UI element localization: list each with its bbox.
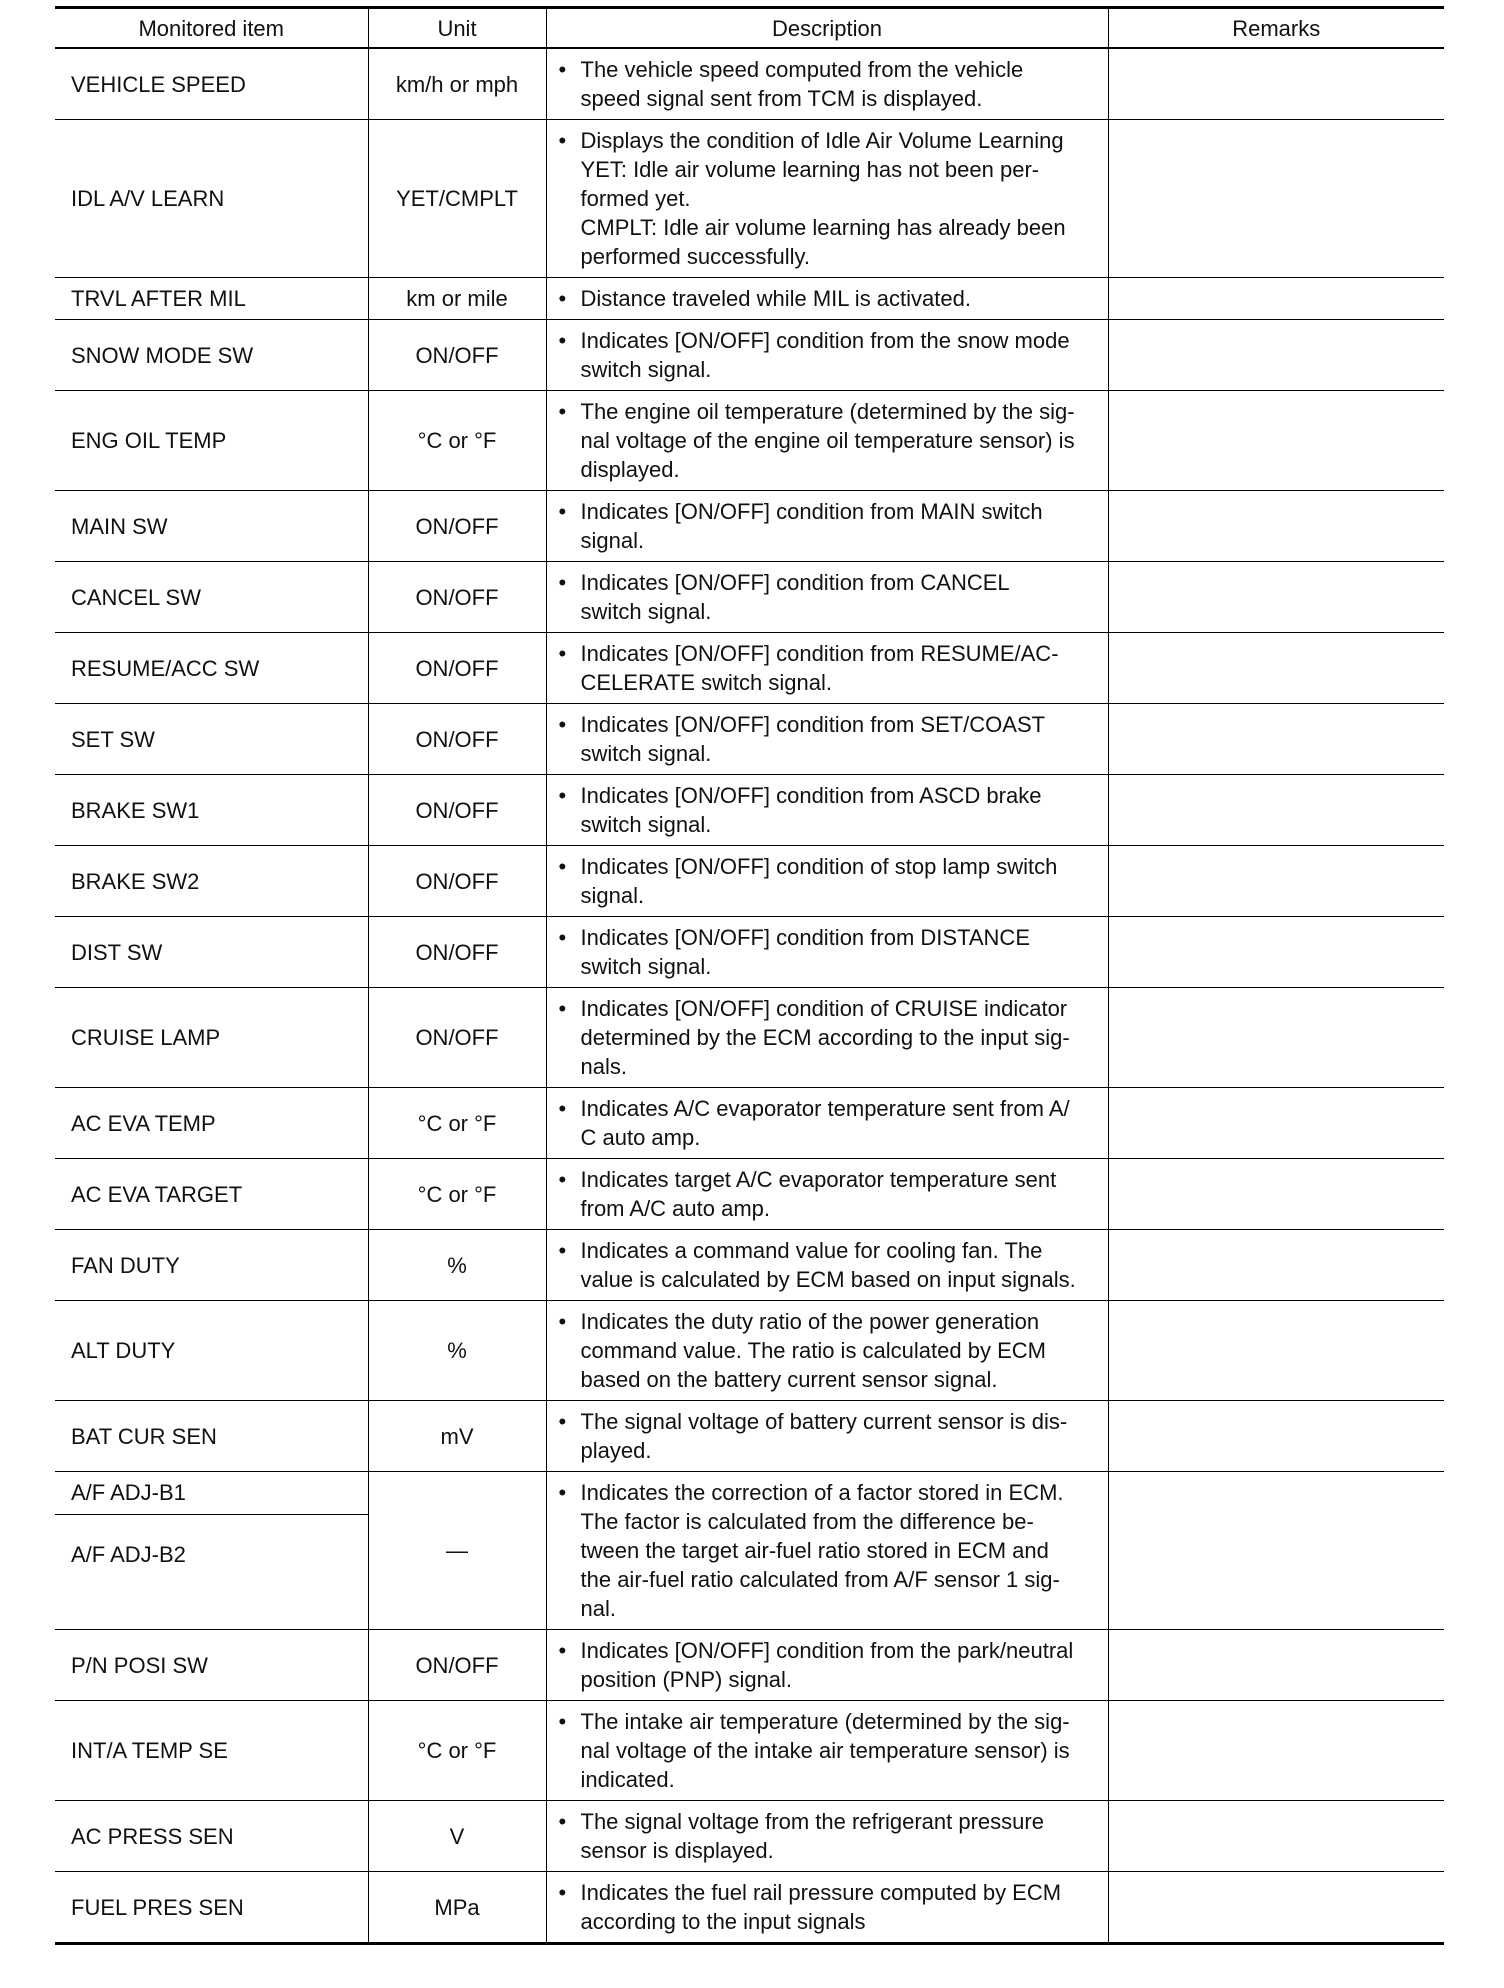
description-text: The vehicle speed computed from the vehicle speed signal sent from TCM is displayed. xyxy=(580,57,1024,111)
cell-remarks xyxy=(1108,1230,1444,1301)
table-row xyxy=(55,1801,1444,1872)
cell-remarks xyxy=(1108,491,1444,562)
table-row xyxy=(55,704,1444,775)
description-text: Indicates [ON/OFF] condition from the snow mode switch signal. xyxy=(580,328,1070,382)
description-text: Indicates A/C evaporator temperature sent from A/ C auto amp. xyxy=(580,1096,1070,1150)
description-bullet-item xyxy=(559,1478,1102,1623)
monitor-items-document xyxy=(55,6,1444,1945)
table-row xyxy=(55,1630,1444,1701)
bullet-icon: • xyxy=(558,1480,567,1505)
cell-monitored-item: FAN DUTY xyxy=(71,1252,180,1278)
description-bullet-item xyxy=(559,568,1102,626)
bullet-icon: • xyxy=(558,1709,567,1734)
bullet-icon: • xyxy=(558,1809,567,1834)
description-bullet-item xyxy=(559,1807,1102,1865)
bullet-icon: • xyxy=(558,1880,567,1905)
table-row xyxy=(55,278,1444,320)
cell-unit: mV xyxy=(368,1401,546,1472)
description-bullet-item xyxy=(559,55,1102,113)
cell-monitored-item: AC PRESS SEN xyxy=(71,1823,234,1849)
cell-description xyxy=(546,775,1108,846)
bullet-icon: • xyxy=(558,328,567,353)
monitor-items-table xyxy=(55,6,1444,1945)
description-text: Displays the condition of Idle Air Volume Learning YET: Idle air volume learning has not been per- formed yet. CMPLT: Idle air volume learning has already been performed successfully. xyxy=(580,128,1066,269)
description-text: Indicates target A/C evaporator temperature sent from A/C auto amp. xyxy=(580,1167,1057,1221)
cell-unit: °C or °F xyxy=(368,1701,546,1801)
table-row xyxy=(55,320,1444,391)
description-text: Indicates [ON/OFF] condition from the park/neutral position (PNP) signal. xyxy=(580,1638,1074,1692)
cell-unit: °C or °F xyxy=(368,391,546,491)
description-bullet-item xyxy=(559,326,1102,384)
cell-unit: — xyxy=(368,1472,546,1630)
description-text: Indicates the duty ratio of the power generation command value. The ratio is calculated by ECM based on the battery current sensor signal. xyxy=(580,1309,1046,1392)
bullet-icon: • xyxy=(558,783,567,808)
description-text: The intake air temperature (determined by the sig- nal voltage of the intake air temperature sensor) is indicated. xyxy=(580,1709,1070,1792)
bullet-icon: • xyxy=(558,925,567,950)
cell-remarks xyxy=(1108,1630,1444,1701)
cell-monitored-item: MAIN SW xyxy=(71,513,168,539)
cell-description xyxy=(546,1401,1108,1472)
cell-monitored-item xyxy=(55,1472,368,1630)
description-bullet-item xyxy=(559,994,1102,1081)
cell-monitored-item: SNOW MODE SW xyxy=(71,342,254,368)
cell-description xyxy=(546,917,1108,988)
cell-unit: km or mile xyxy=(368,278,546,320)
description-bullet-item xyxy=(559,710,1102,768)
cell-remarks xyxy=(1108,1472,1444,1630)
bullet-icon: • xyxy=(558,1638,567,1663)
description-text: Indicates [ON/OFF] condition from RESUME/AC- CELERATE switch signal. xyxy=(580,641,1059,695)
cell-monitored-item: P/N POSI SW xyxy=(71,1652,208,1678)
cell-unit: °C or °F xyxy=(368,1088,546,1159)
cell-description xyxy=(546,1301,1108,1401)
cell-monitored-item: VEHICLE SPEED xyxy=(71,71,246,97)
cell-description xyxy=(546,988,1108,1088)
cell-remarks xyxy=(1108,988,1444,1088)
description-bullet-item xyxy=(559,852,1102,910)
cell-description xyxy=(546,1230,1108,1301)
description-bullet-item xyxy=(559,1636,1102,1694)
cell-description xyxy=(546,1088,1108,1159)
table-row xyxy=(55,1472,1444,1630)
description-bullet-item xyxy=(559,639,1102,697)
table-header-row xyxy=(55,8,1444,49)
table-row xyxy=(55,1401,1444,1472)
cell-unit: ON/OFF xyxy=(368,988,546,1088)
cell-remarks xyxy=(1108,391,1444,491)
cell-remarks xyxy=(1108,1088,1444,1159)
description-text: Indicates [ON/OFF] condition from CANCEL switch signal. xyxy=(580,570,1010,624)
cell-unit: ON/OFF xyxy=(368,775,546,846)
description-bullet-item xyxy=(559,781,1102,839)
cell-remarks xyxy=(1108,846,1444,917)
description-bullet-item xyxy=(559,497,1102,555)
description-bullet-item xyxy=(559,126,1102,271)
table-row xyxy=(55,917,1444,988)
bullet-icon: • xyxy=(558,1309,567,1334)
cell-unit: ON/OFF xyxy=(368,320,546,391)
bullet-icon: • xyxy=(558,1096,567,1121)
bullet-icon: • xyxy=(558,570,567,595)
cell-monitored-item: CRUISE LAMP xyxy=(71,1025,221,1050)
cell-monitored-item: SET SW xyxy=(71,726,155,752)
cell-remarks xyxy=(1108,1301,1444,1401)
cell-monitored-item: CANCEL SW xyxy=(71,584,201,610)
cell-monitored-item: IDL A/V LEARN xyxy=(71,186,225,211)
bullet-icon: • xyxy=(558,712,567,737)
table-row xyxy=(55,1872,1444,1944)
description-text: Indicates [ON/OFF] condition of stop lamp switch signal. xyxy=(580,854,1058,908)
cell-remarks xyxy=(1108,704,1444,775)
description-bullet-item xyxy=(559,923,1102,981)
bullet-icon: • xyxy=(558,286,567,311)
cell-remarks xyxy=(1108,633,1444,704)
table-row xyxy=(55,1701,1444,1801)
cell-remarks xyxy=(1108,48,1444,120)
cell-monitored-item: AC EVA TEMP xyxy=(71,1110,216,1136)
description-text: Indicates the fuel rail pressure computed by ECM according to the input signals xyxy=(580,1880,1062,1934)
cell-remarks xyxy=(1108,1401,1444,1472)
description-text: Indicates [ON/OFF] condition of CRUISE indicator determined by the ECM according to the input sig- nals. xyxy=(580,996,1070,1079)
cell-description xyxy=(546,1701,1108,1801)
cell-monitored-item: BRAKE SW1 xyxy=(71,797,200,823)
table-row xyxy=(55,562,1444,633)
table-row xyxy=(55,48,1444,120)
table-row xyxy=(55,491,1444,562)
cell-unit: % xyxy=(368,1301,546,1401)
cell-unit: ON/OFF xyxy=(368,917,546,988)
cell-description xyxy=(546,491,1108,562)
cell-unit: ON/OFF xyxy=(368,633,546,704)
description-text: Indicates [ON/OFF] condition from SET/COAST switch signal. xyxy=(580,712,1046,766)
cell-remarks xyxy=(1108,278,1444,320)
cell-unit: V xyxy=(368,1801,546,1872)
cell-monitored-item: FUEL PRES SEN xyxy=(71,1894,244,1920)
bullet-icon: • xyxy=(558,399,567,424)
cell-monitored-item: ENG OIL TEMP xyxy=(71,428,227,453)
cell-description xyxy=(546,846,1108,917)
bullet-icon: • xyxy=(558,1167,567,1192)
table-row xyxy=(55,1301,1444,1401)
description-bullet-item xyxy=(559,284,1102,313)
cell-monitored-item: AC EVA TARGET xyxy=(71,1181,243,1207)
table-row xyxy=(55,988,1444,1088)
description-text: Indicates [ON/OFF] condition from DISTANCE switch signal. xyxy=(580,925,1030,979)
cell-description xyxy=(546,1630,1108,1701)
cell-description xyxy=(546,633,1108,704)
cell-unit: °C or °F xyxy=(368,1159,546,1230)
bullet-icon: • xyxy=(558,57,567,82)
cell-description xyxy=(546,278,1108,320)
cell-remarks xyxy=(1108,562,1444,633)
description-bullet-item xyxy=(559,397,1102,484)
cell-description xyxy=(546,48,1108,120)
cell-monitored-item: DIST SW xyxy=(71,939,163,965)
cell-unit: ON/OFF xyxy=(368,1630,546,1701)
cell-description xyxy=(546,1159,1108,1230)
cell-unit: ON/OFF xyxy=(368,846,546,917)
table-row xyxy=(55,775,1444,846)
cell-unit: ON/OFF xyxy=(368,491,546,562)
description-bullet-item xyxy=(559,1094,1102,1152)
bullet-icon: • xyxy=(558,641,567,666)
table-body xyxy=(55,48,1444,1944)
cell-monitored-item: INT/A TEMP SE xyxy=(71,1738,228,1763)
description-bullet-item xyxy=(559,1236,1102,1294)
cell-remarks xyxy=(1108,1872,1444,1944)
description-text: The signal voltage from the refrigerant pressure sensor is displayed. xyxy=(580,1809,1044,1863)
description-bullet-item xyxy=(559,1307,1102,1394)
cell-unit: % xyxy=(368,1230,546,1301)
description-text: Distance traveled while MIL is activated. xyxy=(580,286,971,311)
description-text: Indicates the correction of a factor stored in ECM. The factor is calculated from the difference be- tween the target air-fuel ratio stored in ECM and the air-fuel ratio calculated from A/F sensor 1 sig- nal. xyxy=(580,1480,1064,1621)
table-row xyxy=(55,120,1444,278)
table-row xyxy=(55,633,1444,704)
description-text: Indicates [ON/OFF] condition from ASCD brake switch signal. xyxy=(580,783,1042,837)
description-text: The engine oil temperature (determined by the sig- nal voltage of the engine oil temperature sensor) is displayed. xyxy=(580,399,1075,482)
bullet-icon: • xyxy=(558,128,567,153)
cell-unit: km/h or mph xyxy=(368,48,546,120)
bullet-icon: • xyxy=(558,1238,567,1263)
table-row xyxy=(55,1159,1444,1230)
cell-remarks xyxy=(1108,120,1444,278)
cell-remarks xyxy=(1108,320,1444,391)
cell-unit: ON/OFF xyxy=(368,704,546,775)
cell-unit: ON/OFF xyxy=(368,562,546,633)
description-bullet-item xyxy=(559,1165,1102,1223)
table-row xyxy=(55,391,1444,491)
description-bullet-item xyxy=(559,1878,1102,1936)
cell-description xyxy=(546,1872,1108,1944)
description-text: Indicates [ON/OFF] condition from MAIN switch signal. xyxy=(580,499,1043,553)
bullet-icon: • xyxy=(558,499,567,524)
cell-description xyxy=(546,1472,1108,1630)
monitored-item-label: A/F ADJ-B2 xyxy=(71,1542,186,1567)
cell-remarks xyxy=(1108,1159,1444,1230)
cell-unit: MPa xyxy=(368,1872,546,1944)
cell-monitored-item: BRAKE SW2 xyxy=(71,868,200,894)
cell-unit: YET/CMPLT xyxy=(368,120,546,278)
table-row xyxy=(55,846,1444,917)
cell-remarks xyxy=(1108,775,1444,846)
table-row xyxy=(55,1230,1444,1301)
description-text: Indicates a command value for cooling fan. The value is calculated by ECM based on input signals. xyxy=(580,1238,1076,1292)
cell-monitored-item: TRVL AFTER MIL xyxy=(71,286,246,311)
bullet-icon: • xyxy=(558,1409,567,1434)
description-bullet-item xyxy=(559,1707,1102,1794)
description-text: The signal voltage of battery current sensor is dis- played. xyxy=(580,1409,1068,1463)
description-bullet-item xyxy=(559,1407,1102,1465)
cell-description xyxy=(546,120,1108,278)
header-unit: Unit xyxy=(368,8,546,49)
cell-remarks xyxy=(1108,1701,1444,1801)
cell-description xyxy=(546,320,1108,391)
cell-monitored-item: ALT DUTY xyxy=(71,1338,176,1363)
cell-remarks xyxy=(1108,1801,1444,1872)
header-remarks: Remarks xyxy=(1108,8,1444,49)
bullet-icon: • xyxy=(558,996,567,1021)
cell-remarks xyxy=(1108,917,1444,988)
bullet-icon: • xyxy=(558,854,567,879)
cell-description xyxy=(546,704,1108,775)
cell-description xyxy=(546,562,1108,633)
table-row xyxy=(55,1088,1444,1159)
monitored-item-label: A/F ADJ-B1 xyxy=(55,1472,368,1515)
cell-monitored-item: RESUME/ACC SW xyxy=(71,655,260,681)
cell-description xyxy=(546,391,1108,491)
cell-monitored-item: BAT CUR SEN xyxy=(71,1423,217,1449)
header-description: Description xyxy=(546,8,1108,49)
header-monitored-item: Monitored item xyxy=(138,15,284,41)
cell-description xyxy=(546,1801,1108,1872)
